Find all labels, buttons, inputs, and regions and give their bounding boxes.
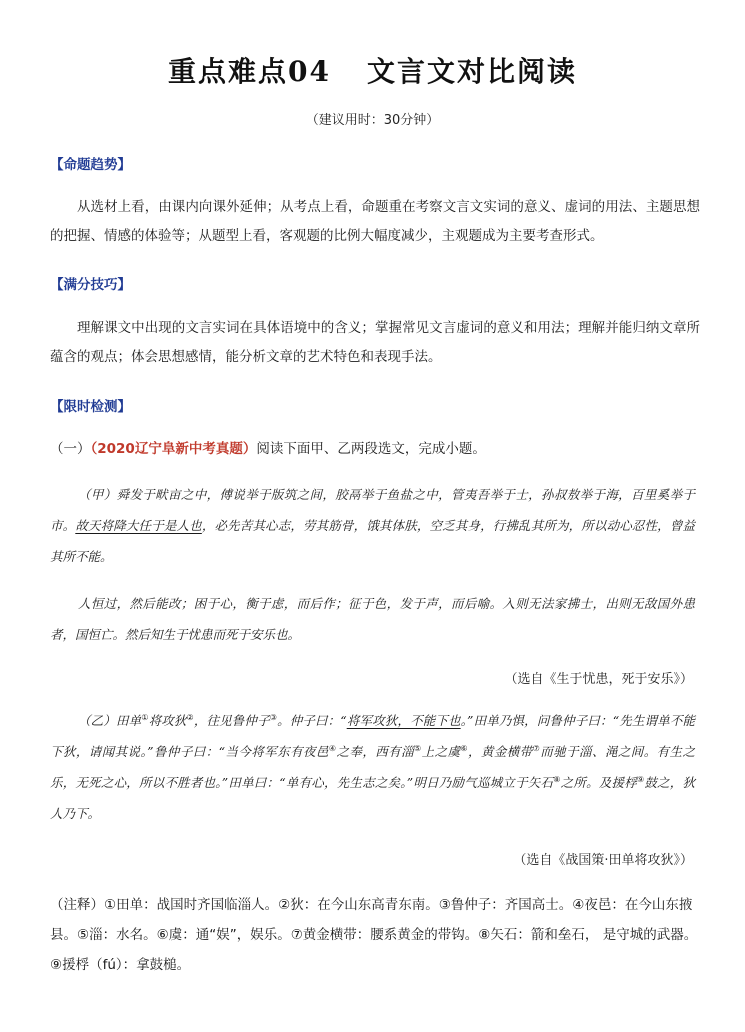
footnote-marker: ⑤	[414, 743, 422, 753]
footnote-marker: ⑧	[553, 774, 561, 784]
passage-b-text: 。”田单乃惧，问鲁仲子曰：“先生谓单不能下狄，请闻其说。”鲁仲子曰：“当今将军东有夜邑	[50, 713, 695, 759]
passage-b-text: 之所。及援桴	[560, 775, 637, 790]
passage-b-source: （选自《战国策·田单将攻狄》）	[513, 853, 693, 868]
footnote-marker: ①	[141, 712, 149, 722]
passage-a-underlined: 故天将降大任于是人也	[75, 518, 202, 533]
passage-b-text: 而驰于淄、渑之间。有生之乐，无死之心，所以不胜者也。”田单曰：“单有心，先生志之矣。”明日乃励气巡城立于矢石	[50, 744, 695, 790]
passage-a-text: （甲）舜发于畎亩之中，傅说举于版筑之间，胶鬲举于鱼盐之中，管夷吾举于士，孙叔敖举于海，百里奚举于市。	[50, 487, 695, 533]
passage-b-text: 将攻狄	[148, 713, 187, 728]
skill-paragraph: 理解课文中出现的文言实词在具体语境中的含义；掌握常见文言虚词的意义和用法；理解并能归纳文章所蕴含的观点；体会思想感情，能分析文章的艺术特色和表现手法。	[50, 320, 700, 365]
footnote-marker: ⑨	[636, 774, 645, 784]
passage-b-underlined: 将军攻狄，不能下也	[346, 713, 461, 728]
passage-b-text: ，黄金横带	[468, 744, 533, 759]
passage-b-paragraph	[50, 705, 695, 829]
suggested-time: （建议用时：30分钟）	[305, 113, 440, 128]
footnote-marker: ⑦	[532, 743, 541, 753]
passage-a-paragraph-2: 人恒过，然后能改；困于心，衡于虑，而后作；征于色，发于声，而后喻。入则无法家拂士，出则无敌国外患者，国恒亡。然后知生于忧患而死于安乐也。	[50, 596, 695, 642]
question-source: （2020辽宁阜新中考真题）	[90, 441, 257, 457]
passage-a-paragraph-1	[50, 479, 695, 572]
passage-b-text: （乙）田单	[78, 713, 142, 728]
footnote-marker: ②	[186, 712, 194, 722]
footnote-marker: ⑥	[460, 743, 469, 753]
passage-b-text: 。仲子曰：“	[277, 713, 347, 728]
passage-a-source: （选自《生于忧患，死于安乐》）	[504, 672, 693, 687]
skill-heading: 【满分技巧】	[50, 277, 131, 293]
passage-b-text: 上之虞	[421, 744, 461, 759]
title-part-2: 文言文对比阅读	[366, 55, 577, 88]
title-part-1: 重点难点04	[168, 55, 331, 88]
question-instruction: 阅读下面甲、乙两段选文，完成小题。	[256, 441, 486, 457]
passage-b-text: ，往见鲁仲子	[193, 713, 270, 728]
footnote-marker: ④	[328, 743, 337, 753]
question-number: （一）	[50, 441, 91, 457]
passage-a-text-2: ，必先苦其心志，劳其筋骨，饿其体肤，空乏其身，行拂乱其所为，所以动心忍性，曾益其所不能。	[50, 518, 695, 564]
question-line	[50, 437, 486, 457]
test-heading: 【限时检测】	[50, 399, 131, 415]
trend-heading: 【命题趋势】	[50, 157, 131, 173]
annotations: （注释）①田单：战国时齐国临淄人。②狄：在今山东高青东南。③鲁仲子：齐国高士。④夜邑：在今山东掖县。⑤淄：水名。⑥虞：通“娱”，娱乐。⑦黄金横带：腰系黄金的带钩。⑧矢石：箭和垒石， 是守城的武器。⑨援桴（fú）：拿鼓槌。	[50, 897, 698, 973]
footnote-marker: ③	[269, 712, 278, 722]
trend-paragraph: 从选材上看，由课内向课外延伸；从考点上看，命题重在考察文言文实词的意义、虚词的用法、主题思想的把握、情感的体验等；从题型上看，客观题的比例大幅度减少，主观题成为主要考查形式。	[50, 199, 700, 244]
page-title	[0, 50, 745, 90]
passage-b-text: 鼓之，狄人乃下。	[50, 775, 695, 821]
passage-b-text: 之奉，西有淄	[336, 744, 415, 759]
